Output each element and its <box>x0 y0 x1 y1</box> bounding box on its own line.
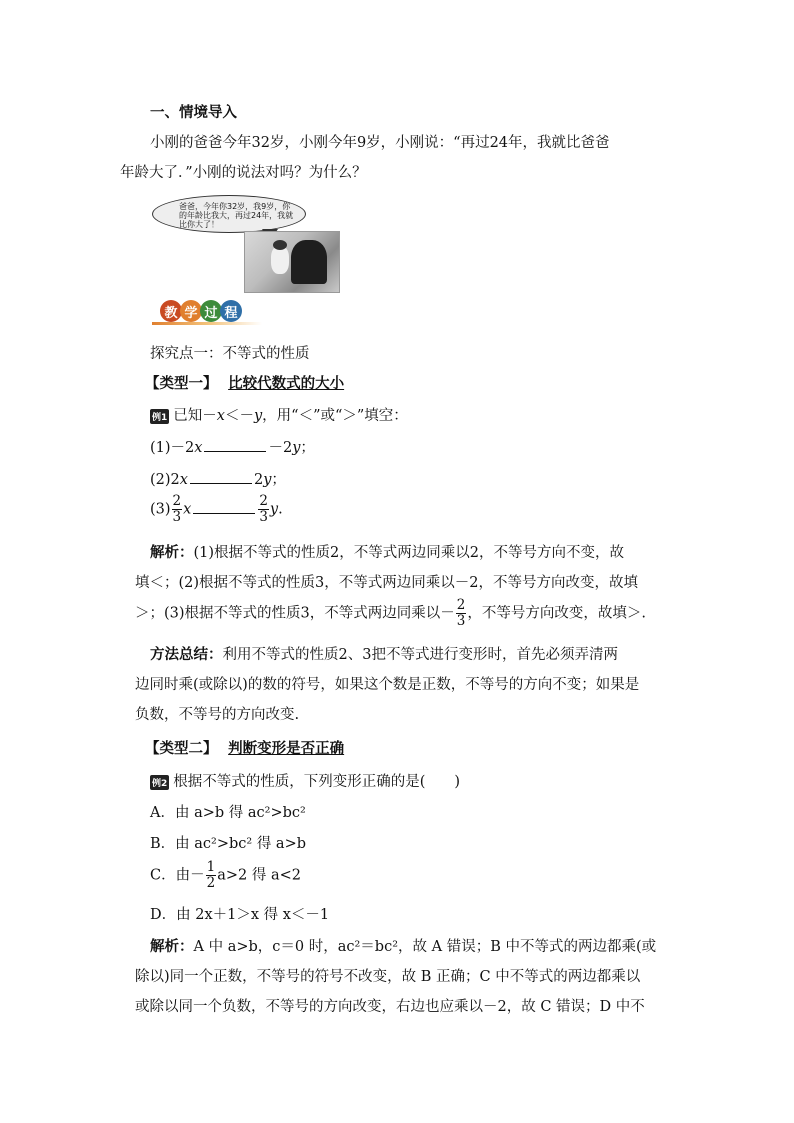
type2-heading <box>145 737 344 758</box>
example2-stem <box>150 770 460 791</box>
sol1-line3a: ＞；(3)根据不等式的性质3，不等式两边同乘以－ <box>135 605 455 622</box>
ex2-stem-text: 根据不等式的性质，下列变形正确的是( ) <box>173 774 461 790</box>
teaching-process-tag <box>160 300 240 322</box>
method-summary <box>135 640 675 730</box>
q2-answer-blank[interactable] <box>190 469 252 484</box>
optc-pre: C．由－ <box>150 867 205 884</box>
q3-y: y <box>269 501 279 518</box>
ex1-text-a: 已知－ <box>173 408 217 424</box>
type1-bracket: 【类型一】 <box>145 376 218 392</box>
type1-heading <box>145 372 344 393</box>
option-c <box>150 860 301 891</box>
method-label: 方法总结： <box>150 647 223 663</box>
example1-badge: 例1 <box>150 409 169 424</box>
q3-fraction-left: $\frac{2}{3}$ <box>172 493 182 525</box>
option-a: A．由 a>b 得 ac²>bc² <box>150 805 306 821</box>
q3-pre: (3) <box>150 501 171 518</box>
ex1-var-x: x <box>216 408 225 424</box>
probe-title: 探究点一：不等式的性质 <box>150 346 310 362</box>
speech-bubble: 爸爸，今年你32岁，我9岁，你的年龄比我大，再过24年，我就比你大了！ <box>152 195 306 233</box>
example2-badge: 例2 <box>150 775 169 790</box>
q3-fraction-right: $\frac{2}{3}$ <box>259 493 268 525</box>
q1-answer-blank[interactable] <box>204 437 266 452</box>
sol2-line1: A 中 a>b，c＝0 时，ac²＝bc²，故 A 错误；B 中不等式的两边都乘(或 <box>193 939 657 955</box>
q2-y: y <box>263 472 272 488</box>
type1-title: 比较代数式的大小 <box>228 376 345 392</box>
intro-paragraph <box>120 128 675 188</box>
section-heading: 一、情境导入 <box>150 105 237 121</box>
example1-q2 <box>150 468 286 489</box>
option-d: D．由 2x＋1＞x 得 x＜－1 <box>150 907 330 923</box>
optc-post: a>2 得 a<2 <box>217 867 301 884</box>
q1-y: y <box>292 440 301 456</box>
q3-x: x <box>183 501 192 518</box>
q2-x: x <box>179 472 188 488</box>
type2-title: 判断变形是否正确 <box>228 741 345 757</box>
q1-mid: －2 <box>268 440 293 456</box>
tag-char-2: 学 <box>180 300 202 322</box>
sol2-label: 解析： <box>150 939 194 955</box>
tag-underline <box>152 322 262 325</box>
tag-char-3: 过 <box>200 300 222 322</box>
tag-char-4: 程 <box>220 300 242 322</box>
method-line2: 边同时乘(或除以)的数的符号，如果这个数是正数，不等号的方向不变；如果是 <box>135 677 640 693</box>
q3-end: . <box>278 501 283 518</box>
q1-end: ； <box>300 440 315 456</box>
method-line3: 负数，不等号的方向改变. <box>135 707 300 723</box>
ex1-var-y: y <box>253 408 263 424</box>
q2-end: ； <box>271 472 286 488</box>
example1-q3 <box>150 494 283 525</box>
sol1-line2: 填＜；(2)根据不等式的性质3，不等式两边同乘以－2，不等号方向改变，故填 <box>135 575 638 591</box>
solution1 <box>135 538 675 629</box>
solution2 <box>135 932 675 1022</box>
method-line1: 利用不等式的性质2、3把不等式进行变形时，首先必须弄清两 <box>222 647 618 663</box>
ex1-text-b: ，用“＜”或“＞”填空： <box>262 408 408 424</box>
intro-line-2: 年龄大了．”小刚的说法对吗？为什么？ <box>120 165 367 181</box>
ex1-lt: ＜－ <box>224 408 254 424</box>
option-b: B．由 ac²>bc² 得 a>b <box>150 836 307 852</box>
sol2-line2: 除以)同一个正数，不等号的符号不改变，故 B 正确；C 中不等式的两边都乘以 <box>135 969 641 985</box>
type2-bracket: 【类型二】 <box>145 741 218 757</box>
sol2-line3: 或除以同一个负数，不等号的方向改变，右边也应乘以－2，故 C 错误；D 中不 <box>135 999 645 1015</box>
q1-x: x <box>194 440 203 456</box>
q3-answer-blank[interactable] <box>193 499 255 514</box>
example1-q1 <box>150 436 315 457</box>
q1-pre: (1)－2 <box>150 440 195 456</box>
sol1-fraction: $\frac{2}{3}$ <box>456 597 466 629</box>
optc-fraction: $\frac{1}{2}$ <box>206 859 216 891</box>
illustration <box>152 195 338 291</box>
tag-char-1: 教 <box>160 300 182 322</box>
sol1-label: 解析： <box>150 545 194 561</box>
sol1-line1: (1)根据不等式的性质2，不等式两边同乘以2，不等号方向不变，故 <box>193 545 624 561</box>
father-son-photo <box>244 231 340 293</box>
intro-line-1: 小刚的爸爸今年32岁，小刚今年9岁，小刚说：“再过24年，我就比爸爸 <box>150 135 610 151</box>
sol1-line3b: ，不等号方向改变，故填＞. <box>467 605 646 622</box>
example1-stem <box>150 404 408 425</box>
q2-pre: (2)2 <box>150 472 180 488</box>
q2-mid: 2 <box>253 472 264 488</box>
